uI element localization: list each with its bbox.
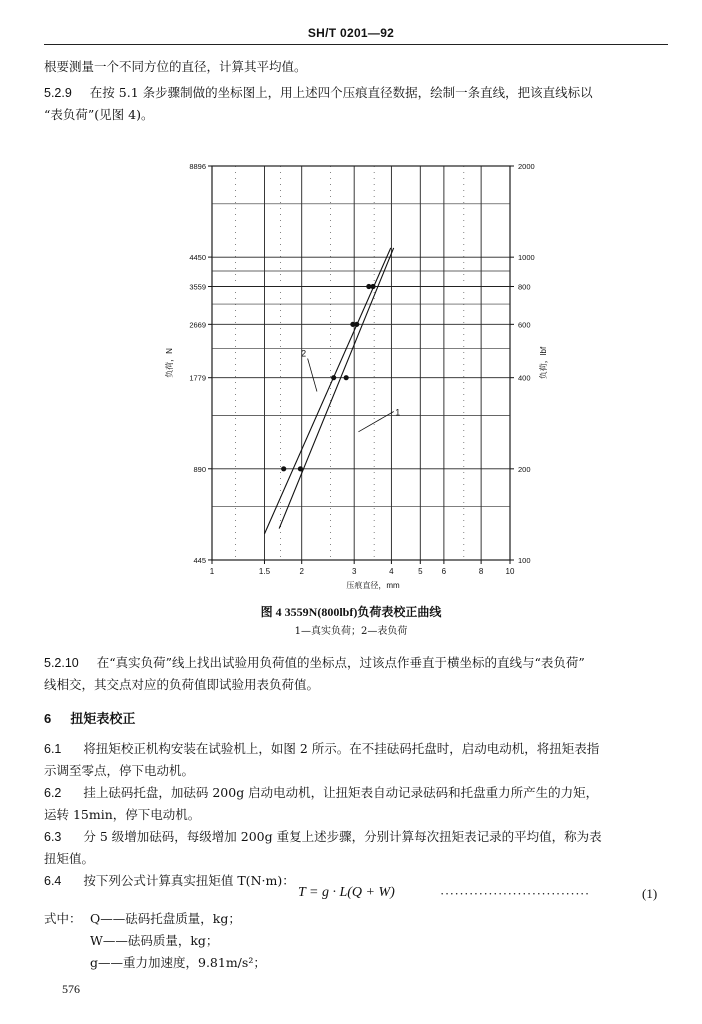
y-right-axis-label: 负荷，lbf [539,346,548,380]
clause-number: 6.2 [44,786,62,800]
data-point-2 [350,322,355,327]
y-left-tick-label: 1779 [189,373,206,383]
figure-subcaption: 1—真实负荷；2—表负荷 [294,626,408,637]
series-leader-2 [308,358,317,391]
where-lead: 式中： [44,911,82,926]
where-item-q: Q——砝码托盘质量，kg； [90,911,241,926]
y-right-tick-label: 2000 [518,162,535,171]
clause-number: 6.3 [44,830,62,844]
formula-leader-dots: ······························· [440,886,590,901]
x-tick-label: 2 [299,567,304,576]
data-point-2 [281,466,286,471]
y-left-tick-label: 2669 [189,320,206,330]
where-item-w: W——砝码质量，kg； [90,933,219,948]
paragraph-6-1-cont: 示调至零点，停下电动机。 [44,763,195,778]
paragraph-6-2 [44,782,598,804]
paragraph-6-2-cont: 运转 15min，停下电动机。 [44,807,201,822]
paragraph-text: 在按 5.1 条步骤制做的坐标图上，用上述四个压痕直径数据，绘制一条直线，把该直线标以 [89,85,593,100]
plot-frame [212,166,510,560]
x-tick-label: 1.5 [258,567,271,576]
x-tick-label: 8 [478,567,484,576]
series-line-1 [279,248,394,529]
y-left-tick-label: 4450 [189,253,206,263]
where-item-g: g——重力加速度，9.81m/s²； [90,955,266,970]
section-title: 扭矩表校正 [70,711,136,726]
torque-formula: T = g · L(Q + W) [298,885,395,900]
header-rule [44,44,668,45]
y-right-tick-label: 100 [518,556,531,565]
paragraph-6-1 [44,738,599,760]
paragraph-6-4 [44,870,295,892]
x-tick-label: 4 [389,567,394,576]
figure-caption: 图 4 3559N(800lbf)负荷表校正曲线 [260,605,442,619]
y-right-tick-label: 1000 [518,253,535,263]
clause-number: 6.4 [44,874,62,888]
paragraph-text: 按下列公式计算真实扭矩值 T(N·m)： [83,873,295,888]
clause-number: 5.2.9 [44,86,72,100]
x-tick-label: 3 [351,567,357,576]
y-left-tick-label: 3559 [189,282,206,292]
paragraph-text: 分 5 级增加砝码，每级增加 200g 重复上述步骤，分别计算每次扭矩表记录的平均值，称为表 [83,829,602,844]
paragraph-text: 将扭矩校正机构安装在试验机上，如图 2 所示。在不挂砝码托盘时，启动电动机，将扭矩表指 [83,741,600,756]
data-point-2 [331,375,336,380]
x-tick-label: 5 [418,567,423,576]
series-label-2: 2 [301,348,307,359]
paragraph-continuation: 根要测量一个不同方位的直径，计算其平均值。 [44,59,307,74]
y-right-tick-label: 400 [518,373,531,383]
y-left-tick-label: 890 [193,464,206,474]
series-label-1: 1 [395,407,401,418]
data-point-1 [344,375,349,380]
paragraph-6-3 [44,826,602,848]
paragraph-text: 挂上砝码托盘，加砝码 200g 启动电动机，让扭矩表自动记录砝码和托盘重力所产生的力矩， [83,785,599,800]
page-number: 576 [62,982,80,996]
y-right-tick-label: 600 [518,320,531,330]
series-leader-1 [358,412,393,432]
y-left-tick-label: 445 [193,555,206,565]
load-calibration-chart [150,136,570,596]
x-tick-label: 10 [505,567,515,576]
data-point-2 [366,284,371,289]
standard-code-header: SH/T 0201—92 [307,26,395,40]
paragraph-5-2-10-cont: 线相交，其交点对应的负荷值即试验用表负荷值。 [44,677,320,692]
y-right-tick-label: 200 [518,464,531,474]
x-tick-label: 6 [441,567,447,576]
x-tick-label: 1 [209,567,215,576]
y-right-tick-label: 800 [518,282,531,292]
section-6-heading [44,708,135,727]
paragraph-text: 在“真实负荷”线上找出试验用负荷值的坐标点，过该点作垂直于横坐标的直线与“表负荷” [96,655,585,670]
y-left-tick-label: 8896 [189,162,206,171]
y-left-axis-label: 负荷，N [165,348,174,378]
clause-number: 5.2.10 [44,656,79,670]
paragraph-5-2-9 [44,82,593,104]
paragraph-5-2-10 [44,652,585,674]
paragraph-6-3-cont: 扭矩值。 [44,851,95,866]
data-point-1 [298,466,303,471]
paragraph-5-2-9-cont: “表负荷”(见图 4)。 [44,107,154,122]
series-line-2 [264,248,390,534]
clause-number: 6.1 [44,742,62,756]
x-axis-label: 压痕直径，mm [346,581,400,590]
section-number: 6 [44,711,52,726]
formula-number: (1) [642,886,658,901]
